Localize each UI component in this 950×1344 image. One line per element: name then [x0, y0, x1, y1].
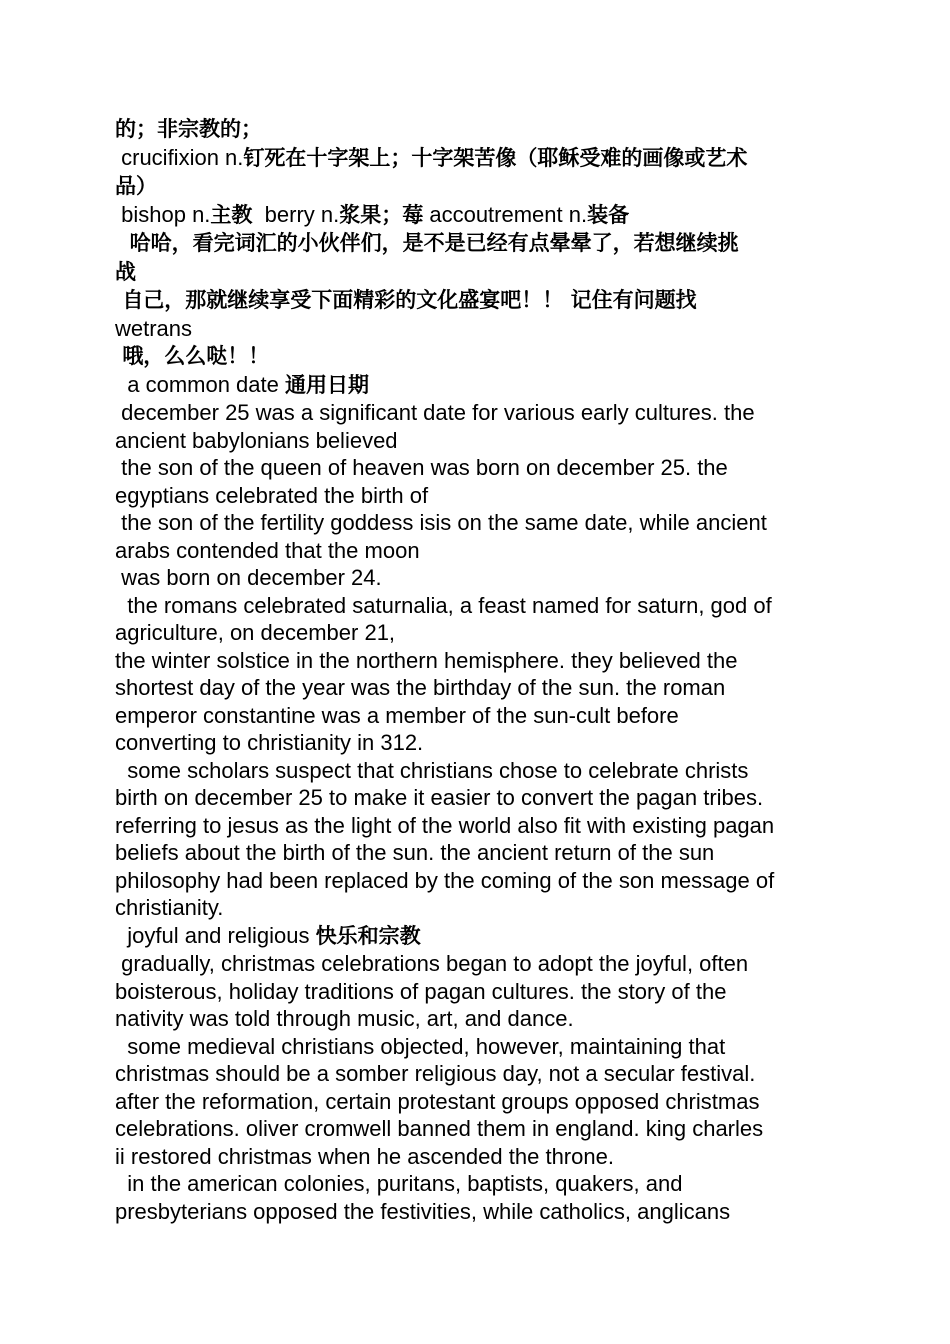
- text-line: [115, 1060, 840, 1088]
- english-text-segment: crucifixion n.: [115, 144, 244, 170]
- english-text-segment: christianity.: [115, 895, 224, 920]
- english-text-segment: the winter solstice in the northern hemisphere. they believed the: [115, 647, 738, 673]
- english-text-segment: emperor constantine was a member of the sun-cult before: [115, 702, 679, 728]
- english-text-segment: a common date: [115, 371, 285, 397]
- text-line: [115, 1143, 840, 1171]
- chinese-text-segment: 主教: [210, 202, 253, 227]
- english-text-segment: converting to christianity in 312.: [115, 730, 424, 755]
- text-line: [115, 509, 840, 537]
- english-text-segment: celebrations. oliver cromwell banned them in england. king charles: [115, 1116, 764, 1141]
- text-line: [115, 784, 840, 812]
- chinese-text-segment: 自己，那就继续享受下面精彩的文化盛宴吧！！ 记住有问题找: [115, 288, 697, 312]
- english-text-segment: bishop n.: [115, 201, 211, 227]
- chinese-text-segment: 品）: [115, 174, 157, 198]
- english-text-segment: after the reformation, certain protestant groups opposed christmas: [115, 1088, 760, 1114]
- text-line: [115, 757, 840, 785]
- text-line: [115, 201, 840, 230]
- text-line: [115, 674, 840, 702]
- english-text-segment: nativity was told through music, art, and dance.: [115, 1006, 574, 1031]
- english-text-segment: egyptians celebrated the birth of: [115, 482, 429, 508]
- text-line: [115, 1198, 840, 1226]
- chinese-text-segment: 浆果；莓: [339, 202, 424, 227]
- text-line: [115, 564, 840, 592]
- text-line: [115, 537, 840, 565]
- english-text-segment: the son of the queen of heaven was born on december 25. the: [115, 455, 728, 480]
- english-text-segment: referring to jesus as the light of the world also fit with existing pagan: [115, 812, 775, 838]
- english-text-segment: boisterous, holiday traditions of pagan cultures. the story of the: [115, 978, 727, 1004]
- chinese-text-segment: 的；非宗教的；: [115, 117, 262, 141]
- english-text-segment: wetrans: [115, 315, 193, 341]
- chinese-text-segment: 哈哈，看完词汇的小伙伴们，是不是已经有点晕晕了，若想继续挑: [115, 231, 739, 255]
- english-text-segment: ii restored christmas when he ascended the throne.: [115, 1143, 614, 1169]
- english-text-segment: ancient babylonians believed: [115, 427, 398, 453]
- english-text-segment: some scholars suspect that christians chose to celebrate christs: [115, 757, 749, 783]
- english-text-segment: in the american colonies, puritans, baptists, quakers, and: [115, 1171, 683, 1196]
- text-line: [115, 399, 840, 427]
- english-text-segment: accoutrement n.: [423, 201, 588, 227]
- english-text-segment: presbyterians opposed the festivities, while catholics, anglicans: [115, 1198, 731, 1224]
- text-line: [115, 482, 840, 510]
- chinese-text-segment: 快乐和宗教: [315, 923, 421, 948]
- text-line: [115, 812, 840, 840]
- english-text-segment: philosophy had been replaced by the coming of the son message of: [115, 867, 775, 893]
- text-line: [115, 427, 840, 455]
- english-text-segment: gradually, christmas celebrations began to adopt the joyful, often: [115, 951, 749, 976]
- text-line: [115, 115, 840, 144]
- chinese-text-segment: 哦，么么哒！！: [115, 344, 270, 368]
- english-text-segment: shortest day of the year was the birthday of the sun. the roman: [115, 675, 726, 700]
- document-page: [115, 115, 840, 1225]
- english-text-segment: the son of the fertility goddess isis on the same date, while ancient: [115, 510, 767, 535]
- text-line: [115, 258, 840, 287]
- text-line: [115, 950, 840, 978]
- chinese-text-segment: 装备: [587, 202, 630, 227]
- text-line: [115, 1005, 840, 1033]
- english-text-segment: birth on december 25 to make it easier to convert the pagan tribes.: [115, 785, 764, 810]
- text-line: [115, 922, 840, 951]
- english-text-segment: beliefs about the birth of the sun. the ancient return of the sun: [115, 840, 715, 865]
- text-line: [115, 702, 840, 730]
- text-line: [115, 342, 840, 371]
- text-line: [115, 839, 840, 867]
- text-line: [115, 647, 840, 675]
- text-line: [115, 371, 840, 400]
- english-text-segment: berry n.: [252, 201, 340, 227]
- text-line: [115, 1088, 840, 1116]
- english-text-segment: agriculture, on december 21,: [115, 620, 396, 645]
- text-line: [115, 894, 840, 922]
- text-line: [115, 315, 840, 343]
- text-line: [115, 454, 840, 482]
- english-text-segment: joyful and religious: [115, 922, 316, 948]
- text-line: [115, 978, 840, 1006]
- text-line: [115, 1170, 840, 1198]
- english-text-segment: december 25 was a significant date for various early cultures. the: [115, 400, 755, 425]
- english-text-segment: the romans celebrated saturnalia, a feast named for saturn, god of: [115, 592, 772, 618]
- text-line: [115, 144, 840, 173]
- text-line: [115, 729, 840, 757]
- english-text-segment: was born on december 24.: [115, 565, 382, 590]
- english-text-segment: some medieval christians objected, however, maintaining that: [115, 1033, 726, 1059]
- text-line: [115, 619, 840, 647]
- text-line: [115, 592, 840, 620]
- text-line: [115, 229, 840, 258]
- text-line: [115, 867, 840, 895]
- text-line: [115, 286, 840, 315]
- chinese-text-segment: 通用日期: [284, 372, 369, 397]
- english-text-segment: christmas should be a somber religious day, not a secular festival.: [115, 1061, 756, 1086]
- chinese-text-segment: 钉死在十字架上；十字架苦像（耶稣受难的画像或艺术: [243, 145, 748, 170]
- english-text-segment: arabs contended that the moon: [115, 537, 420, 563]
- text-line: [115, 1033, 840, 1061]
- text-line: [115, 172, 840, 201]
- text-line: [115, 1115, 840, 1143]
- chinese-text-segment: 战: [115, 259, 136, 284]
